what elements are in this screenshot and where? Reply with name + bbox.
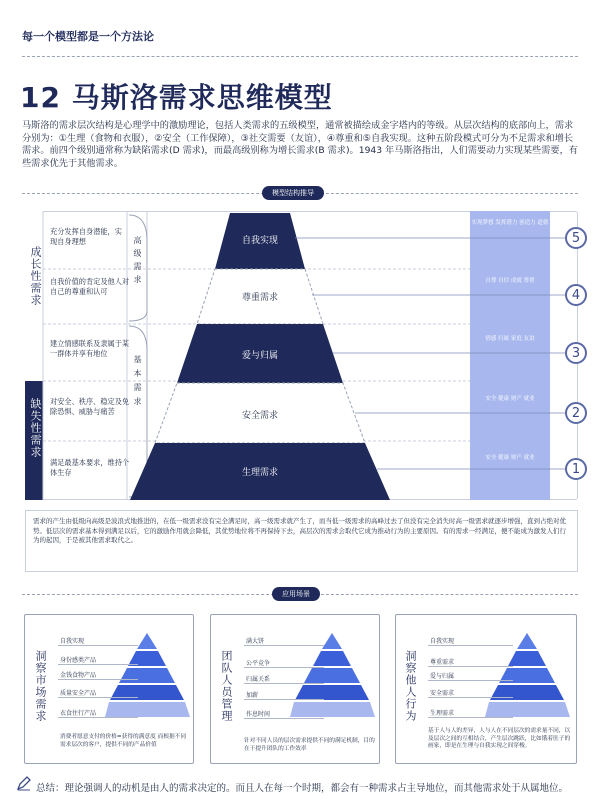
level-number-4: 4 — [565, 284, 587, 306]
card-market-side-label: 洞察市场需求 — [34, 650, 47, 722]
pyramid-label-4: 尊重需求 — [241, 293, 278, 303]
card-behavior-desc: 基于人与人的差异，人与人在不同层次的需求量不同，以及层次之间的互相结合，产生层次跳跃，比如饿着肚子的画家，即是在生理与自我实现之间穿梭。 — [428, 728, 571, 750]
card-market-item: 身份感类产品 — [60, 657, 97, 664]
card-market-item: 自我实现 — [60, 638, 85, 645]
level-number-3: 3 — [565, 342, 587, 364]
bar-keywords-2: 安全 健康 财产 就业 — [485, 396, 535, 402]
card-market-desc: 消费者愿意支付的价格=获得的满意度 而根据不同需求层次的客户，提供不同的产品价值 — [60, 734, 187, 748]
card-behavior-pyramid — [485, 633, 570, 723]
deficit-needs-label: 缺失性需求 — [29, 398, 42, 458]
bar-keywords-3: 情感 归属 家庭 友谊 — [485, 336, 535, 342]
pyramid-label-5: 自我实现 — [241, 236, 278, 246]
header-title: 每一个模型都是一个方法论 — [22, 30, 154, 43]
level-5-desc: 充分发挥自身潜能，实现自身理想 — [50, 227, 122, 246]
growth-needs-label: 成长性需求 — [29, 246, 42, 306]
bar-keywords-1: 安全 健康 财产 就业 — [485, 455, 535, 461]
card-team-item: 归属关系 — [246, 676, 271, 683]
card-behavior-item: 自我实现 — [430, 638, 455, 645]
pyramid-label-1: 生理需求 — [241, 468, 278, 478]
bar-keywords-4: 自尊 自信 成就 尊重 — [485, 278, 535, 284]
page-title: 12 马斯洛需求思维模型 — [20, 81, 333, 114]
level-number-1: 1 — [565, 458, 587, 480]
level-2-desc: 对安全、秩序、稳定及免除恐惧、威胁与痛苦 — [50, 397, 130, 416]
card-market-item: 金钱食物产品 — [60, 672, 97, 679]
pyramid-label-3: 爱与归属 — [241, 351, 278, 361]
section-label-applications: 应用场景 — [272, 587, 320, 601]
level-4-desc: 自我价值的肯定及他人对自己的尊重和认可 — [50, 277, 130, 296]
card-team-item: 满大饼 — [246, 638, 265, 645]
pen-icon — [16, 775, 32, 791]
card-market-pyramid — [105, 633, 190, 723]
card-behavior-item: 尊重需求 — [430, 659, 455, 666]
summary-text: 总结：理论强调人的动机是由人的需求决定的。而且人在每一个时期，都会有一种需求占主导地位，而其他需求处于从属地位。 — [36, 783, 569, 794]
card-behavior-item: 爱与归属 — [430, 673, 455, 680]
level-1-desc: 满足最基本要求，维持个体生存 — [50, 458, 130, 477]
card-team-side-label: 团队人员管理 — [220, 650, 233, 722]
card-market-item: 质量安全产品 — [60, 690, 97, 697]
card-team-item: 作息时间 — [246, 711, 271, 718]
level-number-5: 5 — [565, 227, 587, 249]
bar-keywords-5: 实现梦想 发挥潜力 创造力 道德 — [471, 220, 549, 226]
card-team-item: 加薪 — [246, 692, 259, 699]
basic-needs-bracket-label: 基本需求 — [133, 355, 142, 411]
card-market-item: 衣食住行产品 — [60, 710, 97, 717]
explanation-note: 需求的产生由低级向高级是波浪式地推进的，在低一级需求没有完全满足时，高一级需求就产生了，而当低一级需求的高峰过去了但没有完全消失时高一级需求就逐步增强，直到占绝对优势。低层次的需求基本得到满足以后，它的激励作用就会降低，其优势地位将不再保持下去，高层次的需求会取代它成为推动行为的主要原因。有的需求一经满足，便不能成为激发人们行为的起因，于是被其他需求取代之。 — [25, 510, 578, 572]
level-number-2: 2 — [565, 402, 587, 424]
card-team-pyramid — [290, 633, 375, 723]
pyramid-label-2: 安全需求 — [241, 411, 278, 421]
intro-paragraph: 马斯洛的需求层次结构是心理学中的激励理论，包括人类需求的五级模型，通常被描绘成金字塔内的等级。从层次结构的底部向上，需求分别为：①生理（食物和衣服），②安全（工作保障），③社交需要（友谊），④尊重和⑤自我实现。这种五阶段模式可分为不足需求和增长需求。前四个级别通常称为缺陷需求(D 需求)，而最高级别称为增长需求(B 需求)。1943 年马斯洛指出，人们需要动力实现某些需要，有些需求优先于其他需求。 — [22, 120, 578, 169]
card-behavior-item: 生理需求 — [430, 710, 455, 717]
card-team-desc: 针对不同人员的层次需求提供不同的满足机制，目的在于提升团队的工作效率 — [244, 738, 375, 752]
card-behavior-side-label: 洞察他人行为 — [404, 650, 417, 722]
card-team-item: 公平竞争 — [246, 660, 271, 667]
section-label-structure: 模型结构推导 — [262, 186, 324, 200]
card-behavior-item: 安全需求 — [430, 690, 455, 697]
header-divider — [22, 56, 578, 57]
high-needs-bracket-label: 高级需求 — [133, 236, 142, 288]
level-3-desc: 建立情感联系及隶属于某一群体并享有地位 — [50, 339, 130, 358]
